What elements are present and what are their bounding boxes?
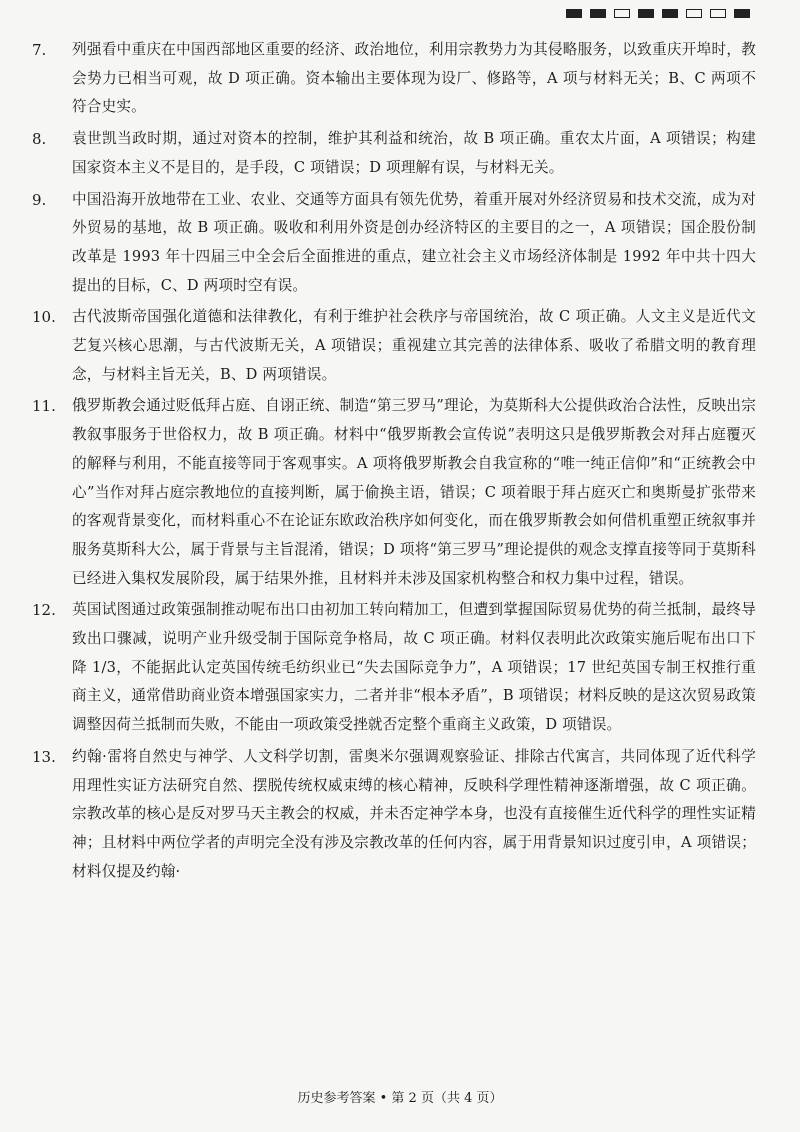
answer-item (32, 125, 756, 182)
item-text: 约翰·雷将自然史与神学、人文科学切割，雷奥米尔强调观察验证、排除古代寓言，共同体现了近代科学用理性实证方法研究自然、摆脱传统权威束缚的核心精神，反映科学理性精神逐渐增强，故 C 项正确。宗教改革的核心是反对罗马天主教会的权威，并未否定神学本身，也没有直接催生近代科学的理性实证精神；且材料中两位学者的声明完全没有涉及宗教改革的任何内容，属于用背景知识过度引申，A 项错误；材料仅提及约翰· (72, 747, 756, 880)
header-marks (566, 9, 750, 18)
item-number: 8. (32, 130, 47, 149)
item-text: 古代波斯帝国强化道德和法律教化，有利于维护社会秩序与帝国统治，故 C 项正确。人文主义是近代文艺复兴核心思潮，与古代波斯无关，A 项错误；重视建立其完善的法律体系、吸收了希腊文明的教育理念，与材料主旨无关，B、D 两项错误。 (72, 308, 756, 383)
filled-square-mark (662, 9, 678, 18)
item-number: 7. (32, 41, 47, 59)
item-text: 俄罗斯教会通过贬低拜占庭、自诩正统、制造“第三罗马”理论，为莫斯科大公提供政治合法性，反映出宗教叙事服务于世俗权力，故 B 项正确。材料中“俄罗斯教会宣传说”表明这只是俄罗斯教会对拜占庭覆灭的解释与利用，不能直接等同于客观事实。A 项将俄罗斯教会自我宣称的“唯一纯正信仰”和“正统教会中心”当作对拜占庭宗教地位的直接判断，属于偷换主语，错误；C 项着眼于拜占庭灭亡和奥斯曼扩张带来的客观背景变化，而材料重心不在论证东欧政治秩序如何变化，而在俄罗斯教会如何借机重塑正统叙事并服务莫斯科大公，属于背景与主旨混淆，错误；D 项将“第三罗马”理论提供的观念支撑直接等同于莫斯科已经进入集权发展阶段，属于结果外推，且材料并未涉及国家机构整合和权力集中过程，错误。 (72, 397, 756, 587)
answer-item (32, 36, 756, 122)
empty-square-mark (614, 9, 630, 18)
item-text: 英国试图通过政策强制推动呢布出口由初加工转向精加工，但遭到掌握国际贸易优势的荷兰抵制，最终导致出口骤减，说明产业升级受制于国际竞争格局，故 C 项正确。材料仅表明此次政策实施后呢布出口下降 1/3，不能据此认定英国传统毛纺织业已“失去国际竞争力”，A 项错误；17 世纪英国专制王权推行重商主义，通常借助商业资本增强国家实力，二者并非“根本矛盾”，B 项错误；材料反映的是这次贸易政策调整因荷兰抵制而失败，不能由一项政策受挫就否定整个重商主义政策，D 项错误。 (72, 601, 756, 734)
filled-square-mark (566, 9, 582, 18)
answer-item (32, 596, 756, 740)
item-text: 中国沿海开放地带在工业、农业、交通等方面具有领先优势，着重开展对外经济贸易和技术交流，成为对外贸易的基地，故 B 项正确。吸收和利用外资是创办经济特区的主要目的之一，A 项错误；国企股份制改革是 1993 年十四届三中全会后全面推进的重点，建立社会主义市场经济体制是 1992 年中共十四大提出的目标，C、D 两项时空有误。 (72, 190, 756, 294)
answer-item (32, 186, 756, 301)
item-number: 11. (32, 397, 56, 416)
item-text: 袁世凯当政时期，通过对资本的控制，维护其利益和统治，故 B 项正确。重农太片面，A 项错误；构建国家资本主义不是目的，是手段，C 项错误；D 项理解有误，与材料无关。 (72, 130, 756, 176)
empty-square-mark (686, 9, 702, 18)
answer-item (32, 743, 756, 887)
item-number: 9. (32, 190, 47, 209)
answer-item (32, 303, 756, 389)
item-text: 列强看中重庆在中国西部地区重要的经济、政治地位，利用宗教势力为其侵略服务，以致重庆开埠时，教会势力已相当可观，故 D 项正确。资本输出主要体现为设厂、修路等，A 项与材料无关；B、C 两项不符合史实。 (72, 41, 756, 116)
answer-list (32, 36, 756, 889)
filled-square-mark (734, 9, 750, 18)
item-number: 10. (32, 308, 56, 327)
empty-square-mark (710, 9, 726, 18)
filled-square-mark (590, 9, 606, 18)
answer-item (32, 392, 756, 593)
filled-square-mark (638, 9, 654, 18)
item-number: 12. (32, 601, 56, 620)
page-footer: 历史参考答案 • 第 2 页（共 4 页） (297, 1091, 503, 1106)
item-number: 13. (32, 747, 56, 766)
